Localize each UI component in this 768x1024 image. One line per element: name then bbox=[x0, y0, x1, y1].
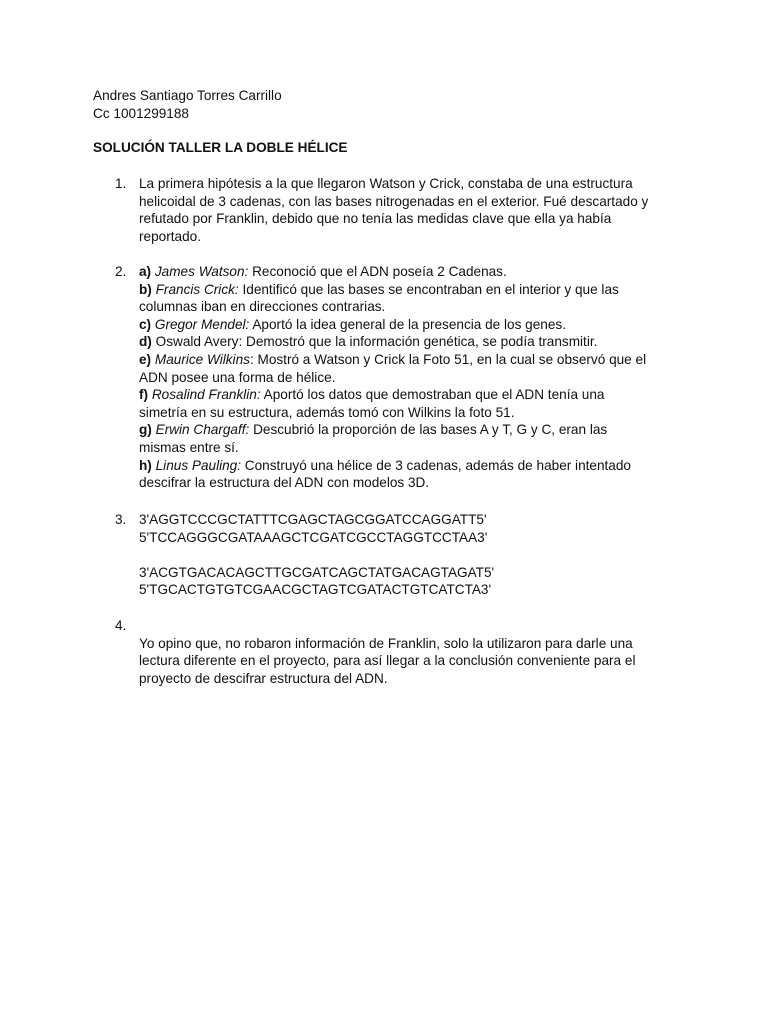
entry-letter: h) bbox=[139, 457, 152, 473]
entry-text: Aportó la idea general de la presencia de los genes. bbox=[249, 316, 566, 332]
entry-text: Construyó una hélice de 3 cadenas, además de haber intentado bbox=[241, 457, 631, 473]
scientist-name: James Watson: bbox=[154, 264, 249, 279]
text-line: simetría en su estructura, además tomó con Wilkins la foto 51. bbox=[139, 404, 515, 420]
entry-text: Identificó que las bases se encontraban en el interior y que las bbox=[238, 281, 619, 297]
dna-sequence: 3'ACGTGACACAGCTTGCGATCAGCTATGACAGTAGAT5' bbox=[139, 564, 495, 580]
scientist-name: Rosalind Franklin: bbox=[151, 387, 261, 403]
text-line: ADN posee una forma de hélice. bbox=[139, 369, 336, 385]
entry-text: : Mostró a Watson y Crick la Foto 51, en la cual se observó que el bbox=[249, 351, 647, 367]
text-line: reportado. bbox=[139, 228, 201, 244]
scientist-g bbox=[139, 421, 679, 439]
scientist-name: Maurice Wilkins bbox=[154, 351, 250, 367]
entry-text: Reconoció que el ADN poseía 2 Cadenas. bbox=[248, 264, 507, 279]
list-number: 1. bbox=[115, 176, 127, 191]
answer-1 bbox=[139, 175, 679, 245]
entry-letter: b) bbox=[139, 281, 152, 297]
answer-3 bbox=[139, 511, 679, 599]
scientist-b bbox=[139, 281, 679, 299]
entry-letter: g) bbox=[139, 422, 152, 438]
scientist-c bbox=[139, 316, 679, 334]
scientist-f bbox=[139, 386, 679, 404]
text-line: Yo opino que, no robaron información de Franklin, solo la utilizaron para darle una bbox=[139, 635, 633, 651]
text-line: lectura diferente en el proyecto, para así llegar a la conclusión conveniente para el bbox=[139, 653, 636, 669]
author-name: Andres Santiago Torres Carrillo bbox=[93, 88, 282, 103]
text-line: descifrar la estructura del ADN con modelos 3D. bbox=[139, 475, 430, 491]
document-title: SOLUCIÓN TALLER LA DOBLE HÉLICE bbox=[93, 140, 348, 155]
entry-letter: f) bbox=[139, 387, 149, 403]
scientist-name: Oswald Avery: bbox=[155, 334, 243, 350]
scientist-name: Erwin Chargaff: bbox=[155, 422, 250, 438]
answer-2 bbox=[139, 263, 679, 492]
scientist-name: Francis Crick: bbox=[155, 281, 239, 297]
scientist-name: Linus Pauling: bbox=[155, 457, 242, 473]
scientist-h bbox=[139, 457, 679, 475]
entry-text: Demostró que la información genética, se podía transmitir. bbox=[242, 334, 598, 350]
text-line: proyecto de descifrar estructura del ADN. bbox=[139, 670, 388, 686]
spacer bbox=[139, 617, 679, 635]
entry-letter: d) bbox=[139, 334, 152, 350]
dna-sequence: 5'TGCACTGTGTCGAACGCTAGTCGATACTGTCATCTA3' bbox=[139, 582, 492, 598]
scientist-d bbox=[139, 333, 679, 351]
author-block bbox=[93, 87, 282, 122]
author-id: Cc 1001299188 bbox=[93, 105, 189, 121]
text-line: La primera hipótesis a la que llegaron Watson y Crick, constaba de una estructura bbox=[139, 176, 633, 191]
scientist-name: Gregor Mendel: bbox=[154, 316, 250, 332]
dna-sequence: 5'TCCAGGGCGATAAAGCTCGATCGCCTAGGTCCTAA3' bbox=[139, 529, 488, 545]
entry-text: Descubrió la proporción de las bases A y T, G y C, eran las bbox=[249, 422, 608, 438]
list-number: 4. bbox=[115, 618, 127, 633]
text-line: columnas iban en direcciones contrarias. bbox=[139, 299, 386, 315]
scientist-a bbox=[139, 263, 679, 281]
entry-letter: c) bbox=[139, 316, 152, 332]
list-number: 3. bbox=[115, 512, 127, 527]
list-number: 2. bbox=[115, 264, 127, 279]
entry-letter: a) bbox=[139, 264, 152, 279]
scientist-e bbox=[139, 351, 679, 369]
entry-text: Aportó los datos que demostraban que el ADN tenía una bbox=[260, 387, 605, 403]
spacer bbox=[139, 546, 679, 564]
text-line: mismas entre sí. bbox=[139, 439, 239, 455]
text-line: helicoidal de 3 cadenas, con las bases nitrogenadas en el exterior. Fué descartado y bbox=[139, 193, 649, 209]
answer-4 bbox=[139, 617, 679, 687]
dna-sequence: 3'AGGTCCCGCTATTTCGAGCTAGCGGATCCAGGATT5' bbox=[139, 512, 487, 527]
entry-letter: e) bbox=[139, 351, 152, 367]
text-line: refutado por Franklin, debido que no tenía las medidas clave que ella ya había bbox=[139, 211, 612, 227]
